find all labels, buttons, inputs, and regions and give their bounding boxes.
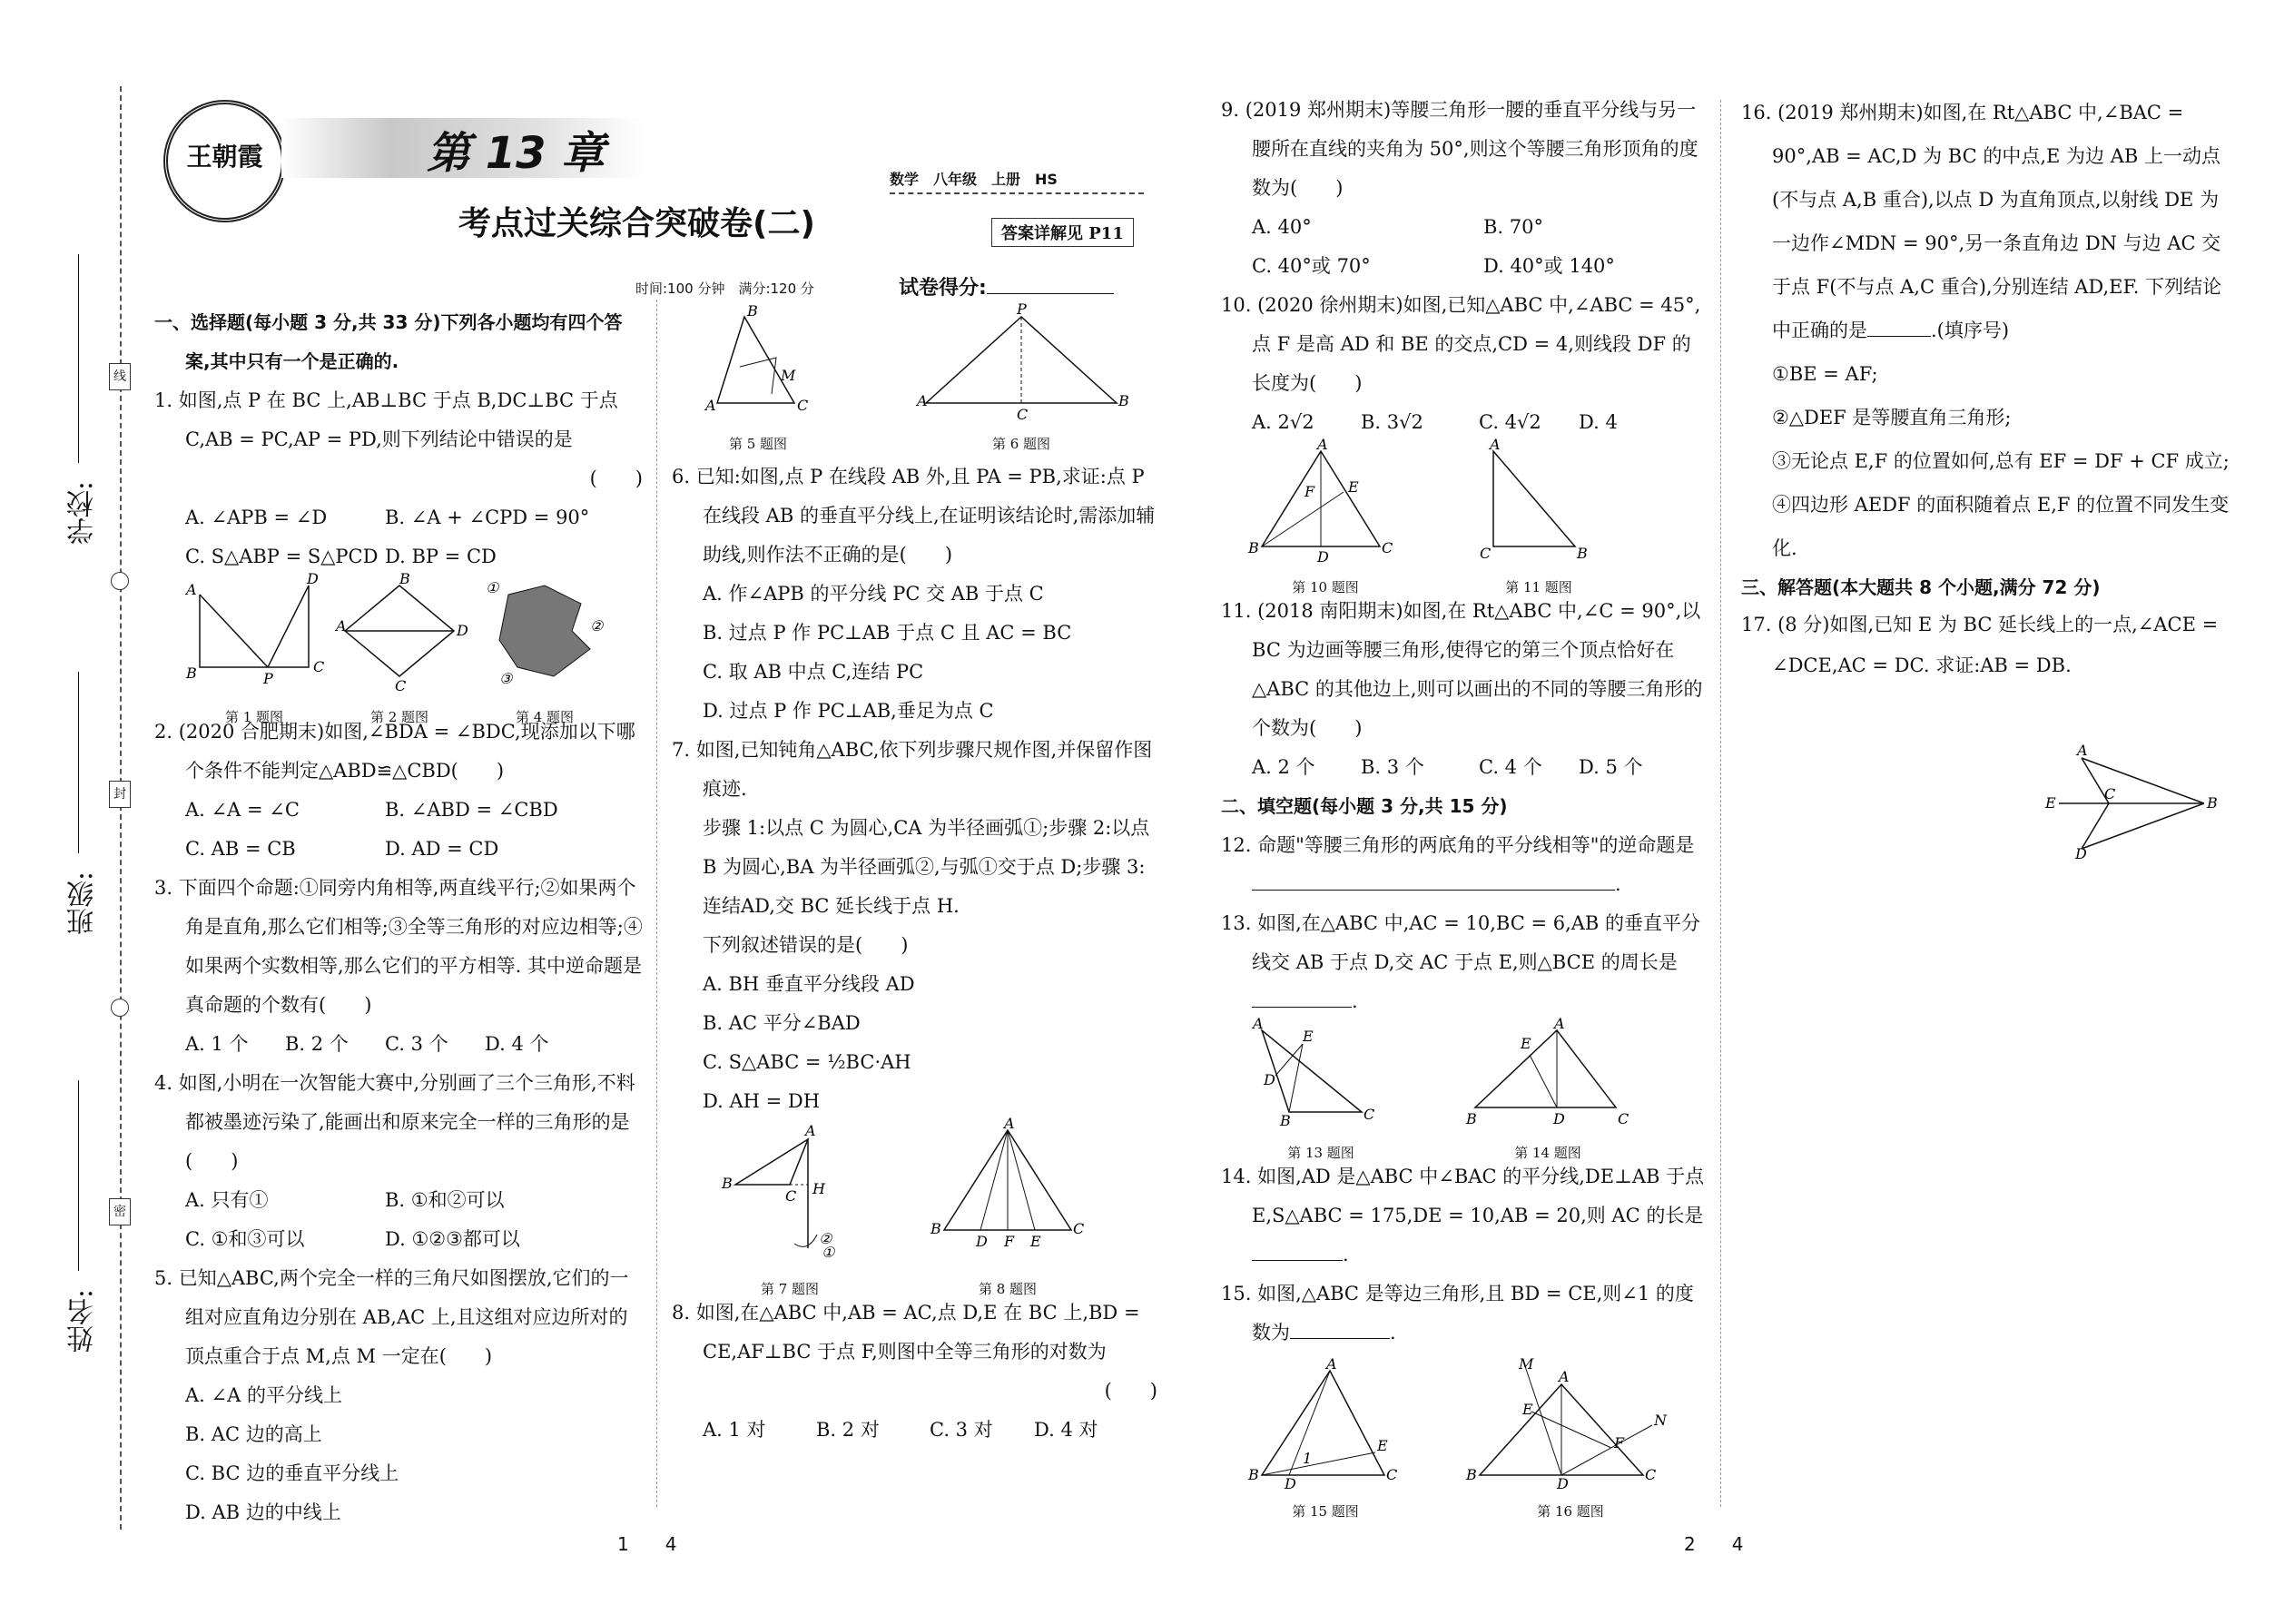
svg-text:③: ③ — [499, 670, 513, 687]
chapter-title: 第 13 章 — [427, 128, 605, 179]
binding-hole-2 — [111, 999, 129, 1017]
figure-14-caption: 第 14 题图 — [1514, 1145, 1581, 1161]
question-1-options-2 — [154, 537, 643, 576]
question-8-paren: ( ) — [1104, 1380, 1157, 1402]
question-16-tail: .(填序号) — [1931, 320, 2010, 341]
figure-15 — [1248, 1355, 1403, 1521]
svg-text:C: C — [1618, 1110, 1629, 1127]
question-7: 7. 如图,已知钝角△ABC,依下列步骤尺规作图,并保留作图痕迹. — [672, 739, 1153, 800]
question-1-options — [154, 498, 643, 537]
q4-option-d[interactable]: D. ①②③都可以 — [385, 1228, 520, 1250]
q6-option-c[interactable]: C. 取 AB 中点 C,连结 PC — [703, 661, 924, 683]
q11-option-b[interactable]: B. 3 个 — [1361, 756, 1424, 778]
question-10-options — [1221, 403, 1707, 442]
svg-text:A: A — [1317, 436, 1328, 453]
question-2: 2. (2020 合肥期末)如图,∠BDA = ∠BDC,现添加以下哪个条件不能判定△ABD≌△CBD( ) — [154, 721, 635, 782]
question-4-options — [154, 1181, 643, 1220]
figure-1-caption: 第 1 题图 — [224, 709, 284, 725]
question-15: 15. 如图,△ABC 是等边三角形,且 BD = CE,则∠1 的度数为 . — [1221, 1283, 1694, 1343]
q8-option-c[interactable]: C. 3 对 — [930, 1419, 993, 1441]
figures-10-11 — [1221, 436, 1707, 595]
svg-text:D: D — [1285, 1475, 1296, 1492]
q13-answer-blank[interactable] — [1252, 1007, 1352, 1008]
figures-1-2-4 — [154, 570, 643, 725]
figures-7-8 — [672, 1115, 1157, 1297]
col-divider-1 — [656, 300, 657, 1507]
q9-option-a[interactable]: A. 40° — [1252, 216, 1312, 238]
question-15-text: 15. 如图,△ABC 是等边三角形,且 BD = CE,则∠1 的度数为 — [1221, 1283, 1694, 1343]
question-16 — [1741, 91, 2231, 352]
svg-text:D: D — [1553, 1110, 1565, 1127]
svg-text:A: A — [705, 397, 716, 414]
question-11: 11. (2018 南阳期末)如图,在 Rt△ABC 中,∠C = 90°,以 BC 为边画等腰三角形,使得它的第三个顶点恰好在△ABC 的其他边上,则可以画出的不同的等腰三角形的个数为( ) — [1221, 600, 1703, 739]
question-12: 12. 命题"等腰三角形的两底角的平分线相等"的逆命题是. — [1221, 834, 1695, 895]
svg-text:D: D — [976, 1233, 988, 1250]
svg-text:E: E — [1522, 1401, 1533, 1418]
page-number-right: 2 4 — [1684, 1533, 1744, 1555]
header-rule — [890, 192, 1144, 194]
svg-text:1: 1 — [1303, 1450, 1313, 1467]
q8-option-d[interactable]: D. 4 对 — [1034, 1419, 1098, 1441]
svg-text:B: B — [1466, 1110, 1477, 1127]
question-4: 4. 如图,小明在一次智能大赛中,分别画了三个三角形,不料都被墨迹污染了,能画出和原来完全一样的三角形的是( ) — [154, 1072, 635, 1172]
figures-5-6 — [672, 300, 1157, 458]
question-8-options — [672, 1411, 1157, 1450]
question-13-text: 13. 如图,在△ABC 中,AC = 10,BC = 6,AB 的垂直平分线交 AB 于点 D,交 AC 于点 E,则△BCE 的周长是 — [1221, 912, 1701, 973]
q9-option-b[interactable]: B. 70° — [1483, 216, 1544, 238]
column-2 — [672, 300, 1157, 1450]
binding-mark-2: 封 — [109, 781, 131, 808]
q4-option-c[interactable]: C. ①和③可以 — [185, 1228, 305, 1250]
section-2-heading: 二、填空题(每小题 3 分,共 15 分) — [1221, 795, 1508, 817]
svg-text:D: D — [457, 622, 468, 639]
statement-1: ①BE = AF; — [1772, 363, 1878, 385]
svg-text:C: C — [797, 397, 809, 414]
svg-text:B: B — [1577, 545, 1588, 562]
svg-text:C: C — [1386, 1466, 1398, 1483]
svg-text:E: E — [1303, 1028, 1314, 1045]
figure-13 — [1253, 1015, 1389, 1162]
question-10: 10. (2020 徐州期末)如图,已知△ABC 中,∠ABC = 45°,点 F 是高 AD 和 BE 的交点,CD = 4,则线段 DF 的长度为( ) — [1221, 294, 1701, 394]
svg-text:B: B — [930, 1220, 941, 1237]
svg-text:D: D — [1557, 1475, 1569, 1492]
q11-option-d[interactable]: D. 5 个 — [1579, 756, 1643, 778]
svg-text:①: ① — [822, 1244, 835, 1261]
figures-15-16 — [1221, 1353, 1707, 1521]
figure-8 — [926, 1115, 1089, 1298]
q1-option-c[interactable]: C. S△ABP = S△PCD — [185, 546, 379, 567]
figure-10 — [1248, 436, 1403, 596]
score-label — [899, 272, 1114, 300]
figure-14 — [1466, 1015, 1629, 1162]
figure-5-caption: 第 5 题图 — [728, 436, 788, 452]
class-label: 班级: — [67, 871, 99, 936]
q6-option-a[interactable]: A. 作∠APB 的平分线 PC 交 AB 于点 C — [703, 583, 1044, 605]
svg-text:A: A — [1326, 1355, 1337, 1373]
svg-text:A: A — [805, 1122, 816, 1139]
svg-text:B: B — [2207, 794, 2218, 812]
name-label: 姓名: — [67, 1289, 99, 1353]
class-blank — [78, 672, 79, 853]
q4-option-a[interactable]: A. 只有① — [185, 1189, 269, 1211]
question-9: 9. (2019 郑州期末)等腰三角形一腰的垂直平分线与另一腰所在直线的夹角为 50°,则这个等腰三角形顶角的度数为( ) — [1221, 99, 1698, 199]
svg-text:C: C — [313, 658, 325, 675]
figure-10-caption: 第 10 题图 — [1292, 579, 1359, 595]
q7-option-a[interactable]: A. BH 垂直平分线段 AD — [703, 973, 915, 995]
question-1: 1. 如图,点 P 在 BC 上,AB⊥BC 于点 B,DC⊥BC 于点 C,AB = PC,AP = PD,则下列结论中错误的是 — [154, 389, 618, 450]
score-label-text: 试卷得分: — [899, 277, 987, 300]
svg-text:C: C — [1017, 406, 1029, 423]
svg-text:C: C — [785, 1187, 797, 1205]
question-1-paren: ( ) — [589, 468, 643, 489]
subject-tags: 数学 八年级 上册 HS — [890, 171, 1058, 188]
question-16-text: 16. (2019 郑州期末)如图,在 Rt△ABC 中,∠BAC = 90°,AB = AC,D 为 BC 的中点,E 为边 AB 上一动点(不与点 A,B 重合),以点 D 为直角顶点,以射线 DE 为一边作∠MDN = 90°,另一条直角边 DN 与边 AC 交于点 F(不与点 A,C 重合),分别连结 AD,EF. 下列结论中正确的是 — [1741, 102, 2222, 341]
question-4-options-2 — [154, 1220, 643, 1259]
figure-8-caption: 第 8 题图 — [978, 1281, 1038, 1297]
svg-text:B: B — [722, 1175, 733, 1192]
figure-2 — [336, 570, 468, 726]
svg-text:A: A — [1554, 1015, 1565, 1032]
q7-option-c[interactable]: C. S△ABC = ½BC·AH — [703, 1051, 911, 1073]
q7-option-d[interactable]: D. AH = DH — [703, 1090, 821, 1112]
svg-text:E: E — [1348, 478, 1359, 496]
figure-4-caption: 第 4 题图 — [515, 709, 575, 725]
score-blank[interactable] — [987, 293, 1114, 294]
exam-meta: 时间:100 分钟 满分:120 分 — [635, 281, 814, 297]
svg-text:F: F — [1614, 1434, 1625, 1452]
q5-option-a[interactable]: A. ∠A 的平分线上 — [185, 1384, 342, 1406]
svg-text:M: M — [781, 367, 796, 384]
q5-option-c[interactable]: C. BC 边的垂直平分线上 — [185, 1462, 399, 1484]
svg-text:H: H — [812, 1180, 825, 1197]
svg-text:②: ② — [819, 1230, 832, 1247]
figure-16 — [1466, 1355, 1675, 1521]
q10-option-d[interactable]: D. 4 — [1579, 411, 1618, 433]
svg-text:②: ② — [590, 617, 604, 635]
svg-text:M: M — [1519, 1355, 1534, 1373]
q8-option-b[interactable]: B. 2 对 — [816, 1419, 880, 1441]
q10-option-c[interactable]: C. 4√2 — [1479, 411, 1541, 433]
column-3 — [1221, 91, 1707, 1521]
svg-text:A: A — [336, 617, 347, 635]
question-3-options — [154, 1025, 643, 1064]
q6-option-d[interactable]: D. 过点 P 作 PC⊥AB,垂足为点 C — [703, 700, 994, 722]
svg-text:N: N — [1654, 1412, 1667, 1429]
page-number-left: 1 4 — [617, 1533, 677, 1555]
q2-option-c[interactable]: C. AB = CB — [185, 838, 296, 860]
q14-answer-blank[interactable] — [1252, 1260, 1343, 1261]
q7-option-b[interactable]: B. AC 平分∠BAD — [703, 1012, 861, 1034]
svg-text:C: C — [1073, 1220, 1085, 1237]
binding-hole-1 — [111, 572, 129, 590]
statement-3: ③无论点 E,F 的位置如何,总有 EF = DF + CF 成立; — [1772, 450, 2230, 472]
q3-option-d[interactable]: D. 4 个 — [485, 1033, 549, 1055]
svg-text:B: B — [747, 302, 758, 320]
svg-text:B: B — [1280, 1112, 1291, 1129]
svg-text:A: A — [186, 581, 197, 598]
svg-text:B: B — [1248, 539, 1259, 556]
svg-text:C: C — [1364, 1106, 1375, 1123]
question-9-options — [1221, 208, 1707, 247]
section-1-heading: 一、选择题(每小题 3 分,共 33 分)下列各小题均有四个答案,其中只有一个是正确的. — [154, 311, 623, 372]
svg-text:B: B — [399, 570, 410, 587]
svg-text:E: E — [1377, 1437, 1388, 1454]
school-blank — [78, 254, 79, 463]
figure-6-caption: 第 6 题图 — [991, 436, 1051, 452]
svg-text:A: A — [1004, 1115, 1015, 1132]
statement-4: ④四边形 AEDF 的面积随着点 E,F 的位置不同发生变化. — [1772, 494, 2230, 559]
question-13: 13. 如图,在△ABC 中,AC = 10,BC = 6,AB 的垂直平分线交 AB 于点 D,交 AC 于点 E,则△BCE 的周长是. — [1221, 912, 1701, 1012]
question-9-options-2 — [1221, 247, 1707, 286]
binding-mark-1: 线 — [109, 363, 131, 390]
q16-answer-blank[interactable] — [1867, 336, 1931, 337]
paper-title: 考点过关综合突破卷(二) — [458, 205, 815, 242]
binding-mark-3: 密 — [109, 1198, 131, 1225]
figure-4 — [481, 576, 608, 726]
question-2-options — [154, 791, 643, 830]
q2-option-d[interactable]: D. AD = CD — [385, 838, 499, 860]
q5-option-b[interactable]: B. AC 边的高上 — [185, 1423, 322, 1445]
section-3-heading: 三、解答题(本大题共 8 个小题,满分 72 分) — [1741, 576, 2101, 598]
q3-option-b[interactable]: B. 2 个 — [285, 1033, 349, 1055]
figure-7-caption: 第 7 题图 — [760, 1281, 820, 1297]
svg-text:D: D — [307, 570, 319, 587]
question-11-options — [1221, 748, 1707, 787]
q10-option-b[interactable]: B. 3√2 — [1361, 411, 1423, 433]
svg-text:D: D — [1317, 548, 1329, 566]
question-7-ask: 下列叙述错误的是( ) — [703, 934, 909, 956]
figure-15-caption: 第 15 题图 — [1292, 1503, 1359, 1520]
question-14-text: 14. 如图,AD 是△ABC 中∠BAC 的平分线,DE⊥AB 于点 E,S△ABC = 175,DE = 10,AB = 20,则 AC 的长是 — [1221, 1166, 1705, 1226]
svg-text:C: C — [395, 677, 407, 694]
column-4 — [1741, 91, 2231, 862]
question-5: 5. 已知△ABC,两个完全一样的三角尺如图摆放,它们的一组对应直角边分别在 AB,AC 上,且这组对应边所对的顶点重合于点 M,点 M 一定在( ) — [154, 1267, 629, 1367]
q15-answer-blank[interactable] — [1290, 1338, 1390, 1339]
svg-text:P: P — [263, 670, 273, 687]
svg-text:D: D — [2075, 845, 2087, 862]
svg-text:A: A — [2077, 742, 2088, 759]
col-divider-2 — [1720, 100, 1721, 1507]
svg-text:A: A — [1253, 1015, 1264, 1032]
svg-text:C: C — [1382, 539, 1393, 556]
question-17: 17. (8 分)如图,已知 E 为 BC 延长线上的一点,∠ACE = ∠DCE,AC = DC. 求证:AB = DB. — [1741, 614, 2219, 676]
svg-text:C: C — [1645, 1466, 1657, 1483]
brand-logo — [163, 100, 286, 222]
school-label: 学校: — [67, 481, 99, 546]
svg-text:E: E — [1030, 1233, 1041, 1250]
q2-option-b[interactable]: B. ∠ABD = ∠CBD — [385, 799, 558, 821]
figure-1 — [182, 570, 327, 726]
q1-option-d[interactable]: D. BP = CD — [385, 546, 497, 567]
figure-7 — [717, 1121, 862, 1298]
q3-option-a[interactable]: A. 1 个 — [185, 1033, 249, 1055]
svg-text:A: A — [917, 392, 928, 409]
statement-2: ②△DEF 是等腰直角三角形; — [1772, 407, 2012, 428]
q2-option-a[interactable]: A. ∠A = ∠C — [185, 799, 300, 821]
binding-dash-line — [120, 86, 122, 1530]
question-2-options-2 — [154, 830, 643, 869]
q4-option-b[interactable]: B. ①和②可以 — [385, 1189, 505, 1211]
question-14: 14. 如图,AD 是△ABC 中∠BAC 的平分线,DE⊥AB 于点 E,S△ABC = 175,DE = 10,AB = 20,则 AC 的长是. — [1221, 1166, 1705, 1265]
q8-option-a[interactable]: A. 1 对 — [703, 1419, 766, 1441]
q9-option-d[interactable]: D. 40°或 140° — [1483, 255, 1615, 277]
svg-text:B: B — [186, 664, 197, 682]
q9-option-c[interactable]: C. 40°或 70° — [1252, 255, 1371, 277]
q1-option-a[interactable]: A. ∠APB = ∠D — [185, 507, 328, 528]
figure-13-caption: 第 13 题图 — [1287, 1145, 1354, 1161]
svg-text:①: ① — [486, 579, 499, 596]
svg-text:F: F — [1004, 1233, 1015, 1250]
svg-text:E: E — [1521, 1035, 1531, 1052]
question-7-steps: 步骤 1:以点 C 为圆心,CA 为半径画弧①;步骤 2:以点 B 为圆心,BA 为半径画弧②,与弧①交于点 D;步骤 3:连结AD,交 BC 延长线于点 H. — [703, 817, 1150, 917]
svg-text:E: E — [2045, 794, 2056, 812]
brand-logo-text: 王朝霞 — [186, 142, 263, 172]
svg-text:C: C — [1480, 545, 1492, 562]
svg-text:C: C — [2104, 785, 2116, 802]
svg-text:B: B — [1118, 392, 1129, 409]
figure-11 — [1475, 436, 1602, 596]
q1-option-b[interactable]: B. ∠A + ∠CPD = 90° — [385, 507, 590, 528]
question-12-text: 12. 命题"等腰三角形的两底角的平分线相等"的逆命题是 — [1221, 834, 1695, 856]
question-6: 6. 已知:如图,点 P 在线段 AB 外,且 PA = PB,求证:点 P 在线段 AB 的垂直平分线上,在证明该结论时,需添加辅助线,则作法不正确的是( ) — [672, 466, 1156, 566]
figure-17 — [2041, 744, 2222, 878]
svg-text:D: D — [1264, 1071, 1275, 1088]
q6-option-b[interactable]: B. 过点 P 作 PC⊥AB 于点 C 且 AC = BC — [703, 622, 1072, 644]
figure-16-caption: 第 16 题图 — [1537, 1503, 1604, 1520]
figure-11-caption: 第 11 题图 — [1505, 579, 1572, 595]
svg-text:B: B — [1248, 1466, 1259, 1483]
figure-6 — [917, 300, 1129, 453]
q11-option-a[interactable]: A. 2 个 — [1252, 756, 1315, 778]
answer-ref: 答案详解见 P11 — [991, 218, 1134, 247]
figure-5 — [704, 303, 812, 453]
q12-answer-blank[interactable] — [1252, 890, 1615, 891]
figure-2-caption: 第 2 题图 — [369, 709, 429, 725]
column-1 — [154, 303, 643, 1532]
svg-text:P: P — [1017, 300, 1027, 318]
q11-option-c[interactable]: C. 4 个 — [1479, 756, 1542, 778]
q10-option-a[interactable]: A. 2√2 — [1252, 411, 1314, 433]
svg-text:B: B — [1466, 1466, 1477, 1483]
name-blank — [78, 1080, 79, 1271]
question-3: 3. 下面四个命题:①同旁内角相等,两直线平行;②如果两个角是直角,那么它们相等;③全等三角形的对应边相等;④如果两个实数相等,那么它们的平方相等. 其中逆命题是真命题的个数有( ) — [154, 877, 643, 1016]
svg-text:A: A — [1559, 1368, 1570, 1385]
q3-option-c[interactable]: C. 3 个 — [385, 1033, 448, 1055]
q5-option-d[interactable]: D. AB 边的中线上 — [185, 1501, 341, 1523]
svg-text:F: F — [1305, 483, 1315, 500]
question-8: 8. 如图,在△ABC 中,AB = AC,点 D,E 在 BC 上,BD = CE,AF⊥BC 于点 F,则图中全等三角形的对数为 — [672, 1302, 1140, 1363]
svg-text:A: A — [1490, 436, 1501, 453]
figures-13-14 — [1221, 1015, 1707, 1161]
